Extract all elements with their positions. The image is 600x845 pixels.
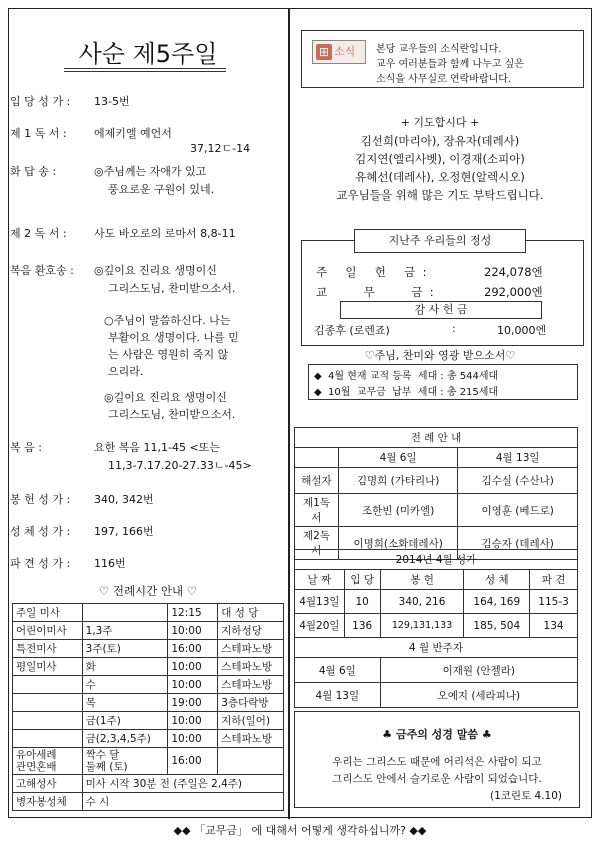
thanks-name: 김종후 (로렌죠) <box>314 324 390 337</box>
entrance-hymn: 입 당 성 가 : 13-5번 <box>10 95 130 108</box>
acclamation-repeat-2: 그리스도님, 찬미받으소서. <box>108 408 236 421</box>
hymns-table: 2014년 4월 성가 날 짜 입 당 봉 헌 성 체 파 견 4월13일 10 340, 216 164, 169 115-3 4월20일 136 129,131,133 185, 504 134 4 월 반주자 4월 6일 이재원 (안젤라) 4월 13일 오예지 (세라피나) <box>294 549 578 708</box>
news-line-2: 교우 여러분들과 함께 나누고 싶은 <box>376 59 524 70</box>
table-row: 수 10:00 스테파노방 <box>13 676 284 694</box>
title-underline <box>64 68 226 69</box>
servers-title: 4 월 반주자 <box>295 638 578 658</box>
ministry-table <box>294 427 578 560</box>
schedule-title: ♡ 전례시간 안내 ♡ <box>98 584 198 598</box>
prayer-line: 교우님들을 위해 많은 기도 부탁드립니다. <box>336 188 544 202</box>
gospel-ref: 11,3-7.17.20-27.33ㄴ-45> <box>108 459 252 472</box>
table-row: 4월20일 136 129,131,133 185, 504 134 <box>295 614 578 638</box>
table-row: 제1독서 조한빈 (미카엘) 이영훈 (베드로) <box>295 494 578 527</box>
scripture-line-1: 우리는 그리스도 때문에 어리석은 사람이 되고 <box>332 756 542 768</box>
table-row: 제2독서 이명희(소화데레사) 김승자 (데레사) <box>295 527 578 560</box>
bulletin-title: 사순 제5주일 <box>78 40 218 68</box>
sunday-offering-amount: 224,078엔 <box>484 265 543 279</box>
table-row: 유아세례 관면혼배 짝수 달 둘째 (토) 16:00 <box>13 748 284 775</box>
table-row: 주일 미사 12:15 대 성 당 <box>13 604 284 622</box>
table-row: 금(1주) 10:00 지하(일어) <box>13 712 284 730</box>
notice-line: ◆ 4월 현재 교적 등록 세대 : 총 544세대 <box>314 371 499 382</box>
thanks-offering-title: 감 사 헌 금 <box>340 301 542 319</box>
footer-question: ◆◆ 「교무금」 에 대해서 어떻게 생각하십니까? ◆◆ <box>173 824 427 837</box>
table-row: 병자봉성체 수 시 <box>13 793 284 811</box>
table-row: 4월 6일 이재원 (안젤라) <box>295 658 578 683</box>
thanks-colon: : <box>452 322 456 335</box>
table-row: 해설자 김명희 (가타리나) 김수실 (수산나) <box>295 468 578 494</box>
ministry-date: 4월 13일 <box>458 448 578 468</box>
responsorial-psalm: 화 답 송 : ◎주님께는 자애가 있고 <box>10 165 207 178</box>
table-row: 금(2,3,4,5주) 10:00 스테파노방 <box>13 730 284 748</box>
table-row: 특전미사 3주(토) 16:00 스테파노방 <box>13 640 284 658</box>
recessional-hymn: 파 견 성 가 : 116번 <box>10 557 126 570</box>
acclamation-verse-3: 는 사람은 영원히 죽지 않 <box>108 348 229 361</box>
acclamation-repeat-1: ◎길이요 진리요 생명이신 <box>104 391 227 404</box>
offertory-hymn: 봉 헌 성 가 : 340, 342번 <box>10 493 154 506</box>
hymns-title: 2014년 4월 성가 <box>295 550 578 570</box>
prayer-line: 김선희(마리아), 장유자(데레사) <box>360 134 520 148</box>
acclamation-verse-4: 으리라. <box>108 365 144 378</box>
table-row: 목 19:00 3층다락방 <box>13 694 284 712</box>
title-underline <box>64 71 226 72</box>
first-reading: 제 1 독 서 : 에제키엘 예언서 <box>10 127 172 140</box>
second-reading: 제 2 독 서 : 사도 바오로의 로마서 8,8-11 <box>10 227 236 240</box>
prayer-title: + 기도합시다 + <box>400 116 480 129</box>
table-row: 4월 13일 오예지 (세라피나) <box>295 683 578 708</box>
gospel-acclamation-2: 그리스도님, 찬미받으소서. <box>108 282 236 295</box>
offerings-closing: ♡주님, 찬미와 영광 받으소서♡ <box>364 349 516 362</box>
dues-amount: 292,000엔 <box>484 285 543 299</box>
table-row: 평일미사 화 10:00 스테파노방 <box>13 658 284 676</box>
acclamation-verse-2: 부활이요 생명이다. 나를 믿 <box>108 331 239 344</box>
scripture-reference: (1코린토 4.10) <box>490 790 563 802</box>
dues-label: 교 무 금 : <box>316 285 434 299</box>
news-icon: ⊞ 소식 <box>312 40 366 64</box>
ministry-title: 전 례 안 내 <box>295 428 578 448</box>
news-line-1: 본당 교우들의 소식란입니다. <box>376 44 502 55</box>
mass-schedule-table <box>12 603 284 811</box>
table-row: 어린이미사 1,3주 10:00 지하성당 <box>13 622 284 640</box>
thanks-amount: 10,000엔 <box>497 324 547 337</box>
acclamation-verse-1: ○주님이 말씀하신다. 나는 <box>104 314 231 327</box>
communion-hymn: 성 체 성 가 : 197, 166번 <box>10 525 154 538</box>
gospel-acclamation: 복음 환호송 : ◎깊이요 진리요 생명이신 <box>10 264 217 277</box>
notice-line: ◆ 10월 교무금 납부 세대 : 총 215세대 <box>314 387 499 398</box>
first-reading-ref: 37,12ㄷ-14 <box>190 142 251 155</box>
column-divider <box>288 8 290 819</box>
news-line-3: 소식을 사무실로 연락바랍니다. <box>376 74 512 85</box>
table-row: 고해성사 미사 시작 30분 전 (주일은 2,4주) <box>13 775 284 793</box>
responsorial-psalm-2: 풍요로운 구원이 있네. <box>108 183 215 196</box>
ministry-date: 4월 6일 <box>338 448 458 468</box>
gospel: 복 음 : 요한 복음 11,1-45 <또는 <box>10 441 220 454</box>
scripture-title: ♣ 금주의 성경 말씀 ♣ <box>382 728 492 741</box>
prayer-line: 유혜선(데레사), 오정현(알렉시오) <box>355 170 525 184</box>
prayer-line: 김지연(엘리사벳), 이경재(소피아) <box>355 152 525 166</box>
sunday-offering-label: 주 일 헌 금 : <box>316 265 427 279</box>
table-row: 4월13일 10 340, 216 164, 169 115-3 <box>295 590 578 614</box>
offerings-title: 지난주 우리들의 정성 <box>354 229 526 253</box>
scripture-line-2: 그리스도 안에서 슬기로운 사람이 되었습니다. <box>332 773 542 785</box>
